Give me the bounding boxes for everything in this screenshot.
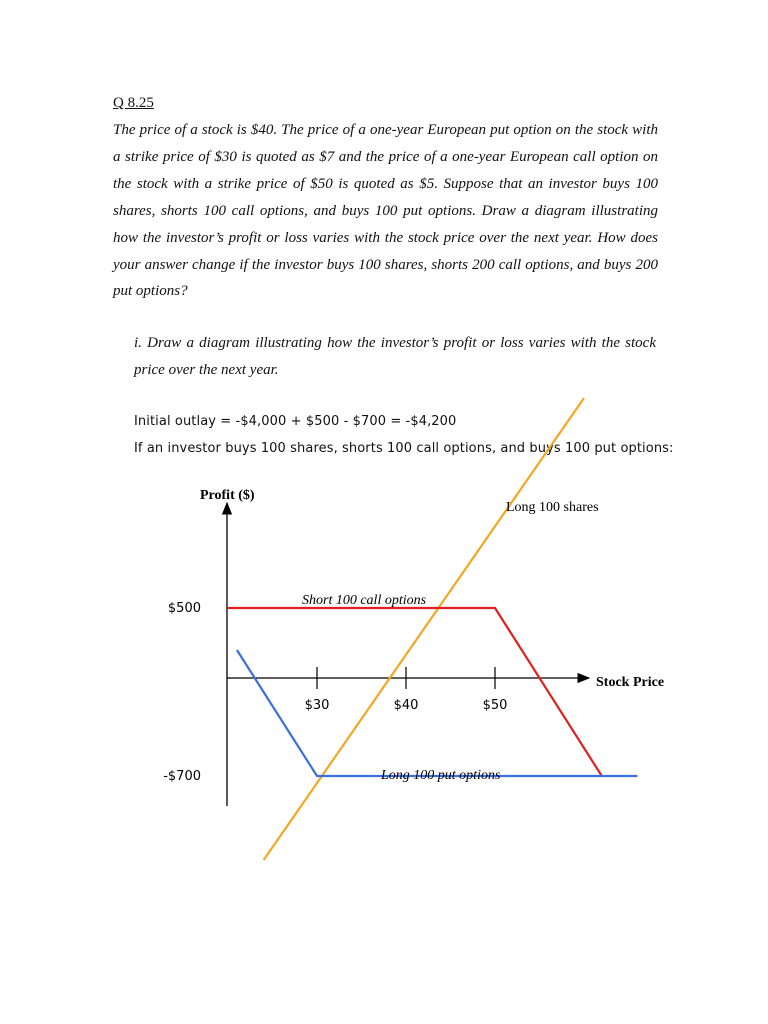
y-axis-label: Profit ($)	[200, 488, 255, 503]
question-title: Q 8.25	[113, 95, 154, 111]
series-line-long-shares	[264, 398, 584, 860]
part-i-text: i. Draw a diagram illustrating how the investor’s profit or loss varies with the stock price over the next year.	[134, 335, 656, 378]
x-tick-label: $40	[393, 698, 419, 713]
series-line-long-puts	[237, 650, 638, 776]
x-axis-label: Stock Price	[596, 675, 665, 690]
x-tick-label: $30	[304, 698, 330, 713]
y-tick-label: -$700	[163, 769, 201, 784]
y-tick-label: $500	[167, 601, 201, 616]
question-text: The price of a stock is $40. The price of a one-year European put option on the stock with a strike price of $30 is quoted as $7 and the price of a one-year European call option on the stock with a strike price of $50 is quoted as $5. Suppose that an investor buys 100 shares, shorts 100 call options, and buys 100 put options. Draw a diagram illustrating how the investor’s profit or loss varies with the stock price over the next year. How does your answer change if the investor buys 100 shares, shorts 200 call options, and buys 200 put options?	[113, 122, 658, 300]
intro-line: If an investor buys 100 shares, shorts 100 call options, and buys 100 put options:	[134, 441, 674, 456]
series-label-short-calls: Short 100 call options	[302, 593, 427, 608]
series-label-long-puts: Long 100 put options	[381, 768, 501, 783]
x-tick-label: $50	[482, 698, 508, 713]
series-line-short-calls	[227, 608, 602, 776]
series-label-long-shares: Long 100 shares	[506, 500, 599, 515]
initial-outlay-line: Initial outlay = -$4,000 + $500 - $700 = -$4,200	[134, 414, 457, 429]
